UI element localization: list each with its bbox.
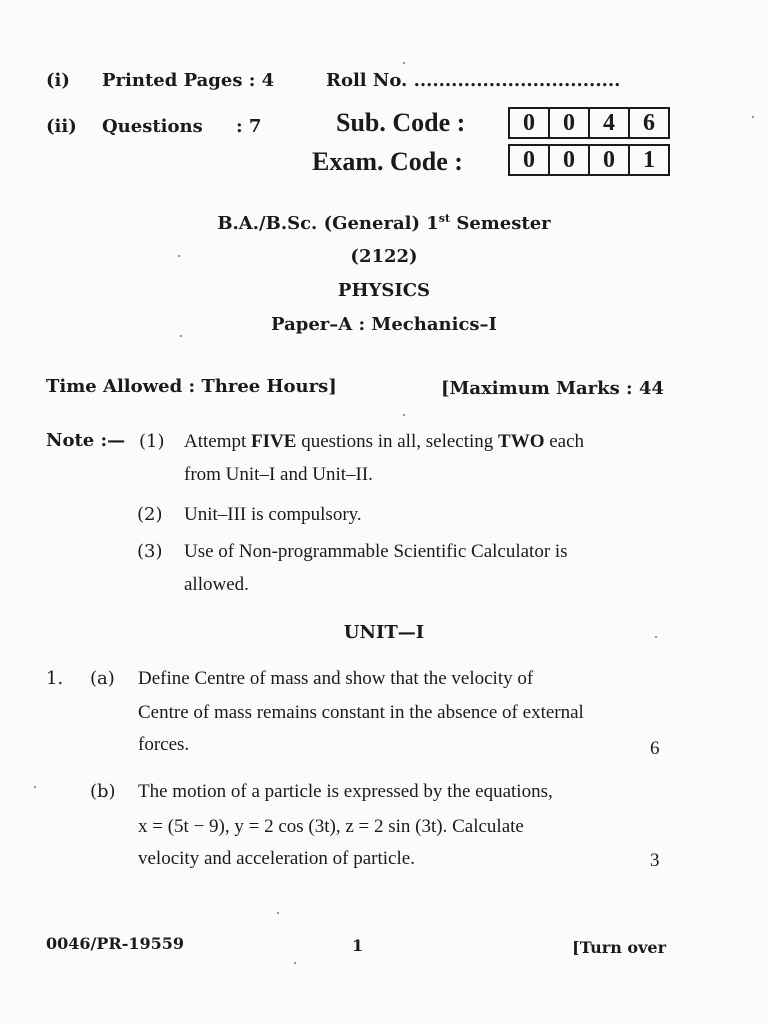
questions-label: Questions — [102, 116, 203, 137]
exam-code-digit: 0 — [590, 146, 630, 174]
sub-code-digit: 0 — [510, 109, 550, 137]
exam-year: (2122) — [350, 246, 418, 267]
part-label: (b) — [90, 781, 116, 802]
item1-number: (i) — [46, 70, 70, 91]
note-text: Attempt FIVE questions in all, selecting TWO each — [184, 431, 585, 452]
part-label: (a) — [90, 668, 115, 689]
question-marks: 3 — [650, 850, 660, 871]
maximum-marks: [Maximum Marks : 44 — [440, 378, 664, 399]
question-line: The motion of a particle is expressed by the equations, — [138, 781, 553, 802]
scan-speck — [752, 116, 754, 118]
question-number: 1. — [46, 668, 64, 689]
sub-code-label: Sub. Code : — [336, 108, 466, 137]
course-title: B.A./B.Sc. (General) 1st Semester — [217, 212, 551, 234]
note-text: Use of Non-programmable Scientific Calculator is — [184, 541, 568, 562]
exam-code-label: Exam. Code : — [312, 147, 463, 176]
sub-code-digit: 6 — [643, 110, 655, 136]
scan-speck — [277, 912, 279, 914]
item2-number: (ii) — [46, 116, 77, 137]
note-label: Note :— — [46, 430, 126, 451]
note-text: Unit–III is compulsory. — [184, 504, 362, 525]
scan-speck — [180, 335, 182, 337]
note-number: (3) — [137, 541, 163, 562]
exam-code-digit: 0 — [510, 146, 550, 174]
scan-speck — [403, 62, 405, 64]
scan-speck — [34, 786, 36, 788]
footer-code: 0046/PR-19559 — [46, 934, 185, 953]
sub-code-digit: 0 — [550, 109, 590, 137]
roll-number-field: Roll No. ................................. — [326, 70, 621, 91]
paper-title: Paper–A : Mechanics–I — [271, 314, 497, 335]
printed-pages: Printed Pages : 4 — [102, 70, 275, 91]
question-line: Define Centre of mass and show that the velocity of — [138, 668, 534, 689]
note-number: (1) — [139, 431, 165, 452]
scan-speck — [178, 255, 180, 257]
scan-speck — [403, 414, 405, 416]
unit-heading: UNIT—I — [343, 622, 425, 643]
question-marks: 6 — [650, 738, 660, 759]
questions-count: : 7 — [236, 116, 262, 137]
sub-code-box — [508, 107, 670, 139]
question-line: velocity and acceleration of particle. — [138, 848, 415, 869]
turn-over: [Turn over — [572, 938, 666, 957]
note-text-cont: allowed. — [184, 574, 249, 595]
exam-code-digit: 1 — [643, 147, 655, 173]
scan-speck — [294, 962, 296, 964]
scan-speck — [655, 636, 657, 638]
question-line: x = (5t − 9), y = 2 cos (3t), z = 2 sin (3t). Calculate — [138, 816, 524, 837]
note-text-cont: from Unit–I and Unit–II. — [184, 464, 373, 485]
sub-code-digit: 4 — [590, 109, 630, 137]
page-number: 1 — [352, 936, 364, 955]
subject-title: PHYSICS — [337, 280, 431, 301]
exam-code-box — [508, 144, 670, 176]
time-allowed: Time Allowed : Three Hours] — [46, 376, 337, 397]
note-number: (2) — [137, 504, 163, 525]
question-line: forces. — [138, 734, 190, 755]
question-line: Centre of mass remains constant in the absence of external — [138, 702, 584, 723]
exam-code-digit: 0 — [550, 146, 590, 174]
